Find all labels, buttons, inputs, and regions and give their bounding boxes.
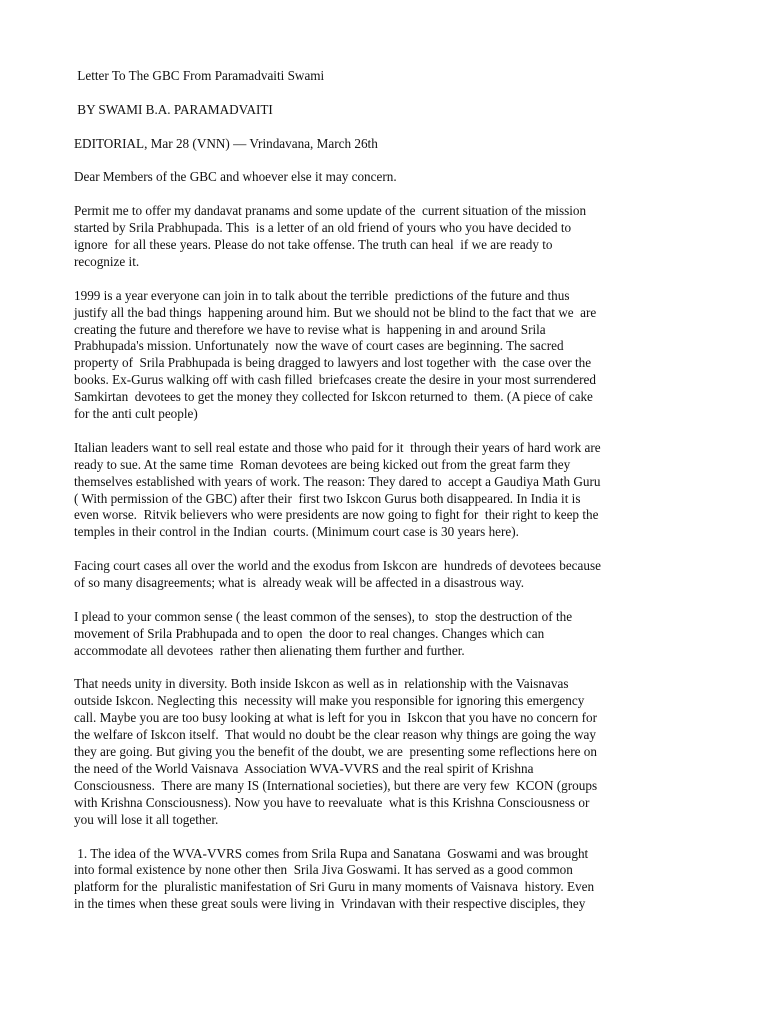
paragraph-line: the welfare of Iskcon itself. That would no doubt be the clear reason why things are going the way — [74, 727, 596, 743]
paragraph-line: That needs unity in diversity. Both inside Iskcon as well as in relationship with the Vaisnavas — [74, 676, 569, 692]
paragraph-line: 1. The idea of the WVA-VVRS comes from Srila Rupa and Sanatana Goswami and was brought — [74, 845, 589, 861]
body-paragraph — [74, 676, 710, 828]
letter-body — [74, 203, 710, 913]
paragraph-line: ( With permission of the GBC) after their first two Iskcon Gurus both disappeared. In India it is — [74, 490, 581, 506]
paragraph-line: Italian leaders want to sell real estate and those who paid for it through their years of hard work are — [74, 439, 601, 455]
body-paragraph — [74, 558, 710, 592]
paragraph-line: you will lose it all together. — [74, 811, 219, 827]
salutation: Dear Members of the GBC and whoever else it may concern. — [74, 169, 397, 185]
document-page — [74, 68, 710, 930]
paragraph-line: Prabhupada's mission. Unfortunately now the wave of court cases are beginning. The sacred — [74, 338, 564, 354]
paragraph-line: ignore for all these years. Please do not take offense. The truth can heal if we are ready to — [74, 237, 553, 252]
dateline: EDITORIAL, Mar 28 (VNN) — Vrindavana, March 26th — [74, 135, 378, 151]
paragraph-line: accommodate all devotees rather then alienating them further and further. — [74, 642, 465, 658]
paragraph-line: platform for the pluralistic manifestation of Sri Guru in many moments of Vaisnava history. Even — [74, 879, 595, 895]
paragraph-line: movement of Srila Prabhupada and to open the door to real changes. Changes which can — [74, 625, 545, 641]
paragraph-line: for the anti cult people) — [74, 406, 198, 422]
paragraph-line: recognize it. — [74, 253, 140, 269]
paragraph-line: temples in their control in the Indian courts. (Minimum court case is 30 years here). — [74, 524, 519, 540]
paragraph-line: ready to sue. At the same time Roman devotees are being kicked out from the great farm they — [74, 456, 571, 472]
paragraph-line: into formal existence by none other then Srila Jiva Goswami. It has served as a good common — [74, 862, 573, 878]
paragraph-line: justify all the bad things happening around him. But we should not be blind to the fact that we are — [74, 304, 597, 320]
paragraph-line: of so many disagreements; what is already weak will be affected in a disastrous way. — [74, 575, 525, 591]
paragraph-line: Permit me to offer my dandavat pranams and some update of the current situation of the mission — [74, 203, 587, 219]
paragraph-line: I plead to your common sense ( the least common of the senses), to stop the destruction of the — [74, 608, 573, 624]
byline: BY SWAMI B.A. PARAMADVAITI — [74, 101, 273, 117]
paragraph-line: the need of the World Vaisnava Association WVA-VVRS and the real spirit of Krishna — [74, 761, 534, 777]
paragraph-line: 1999 is a year everyone can join in to talk about the terrible predictions of the future and thus — [74, 287, 570, 303]
body-paragraph — [74, 203, 710, 271]
body-paragraph — [74, 609, 710, 660]
paragraph-line: Samkirtan devotees to get the money they collected for Iskcon returned to them. (A piece of cake — [74, 389, 593, 405]
paragraph-line: themselves established with years of work. The reason: They dared to accept a Gaudiya Math Guru — [74, 473, 601, 489]
paragraph-line: property of Srila Prabhupada is being dragged to lawyers and lost together with the case over the — [74, 355, 592, 371]
paragraph-line: started by Srila Prabhupada. This is a letter of an old friend of yours who you have decided to — [74, 220, 572, 236]
paragraph-line: they are going. But giving you the benefit of the doubt, we are presenting some reflections here on — [74, 744, 597, 760]
paragraph-line: in the times when these great souls were living in Vrindavan with their respective disciples, they — [74, 896, 586, 912]
body-paragraph — [74, 288, 710, 423]
letter-title: Letter To The GBC From Paramadvaiti Swami — [74, 68, 325, 83]
body-paragraph — [74, 846, 710, 914]
paragraph-line: even worse. Ritvik believers who were presidents are now going to fight for their right to keep the — [74, 507, 599, 523]
paragraph-line: creating the future and therefore we have to revise what is happening in and around Srila — [74, 321, 546, 337]
paragraph-line: Facing court cases all over the world and the exodus from Iskcon are hundreds of devotees because — [74, 558, 601, 574]
paragraph-line: with Krishna Consciousness). Now you have to reevaluate what is this Krishna Consciousness or — [74, 794, 590, 810]
paragraph-line: books. Ex-Gurus walking off with cash filled briefcases create the desire in your most surrendered — [74, 372, 596, 388]
paragraph-line: outside Iskcon. Neglecting this necessity will make you responsible for ignoring this emergency — [74, 693, 585, 709]
paragraph-line: Consciousness. There are many IS (International societies), but there are very few KCON (groups — [74, 777, 598, 793]
paragraph-line: call. Maybe you are too busy looking at what is left for you in Iskcon that you have no concern for — [74, 710, 597, 726]
body-paragraph — [74, 440, 710, 541]
